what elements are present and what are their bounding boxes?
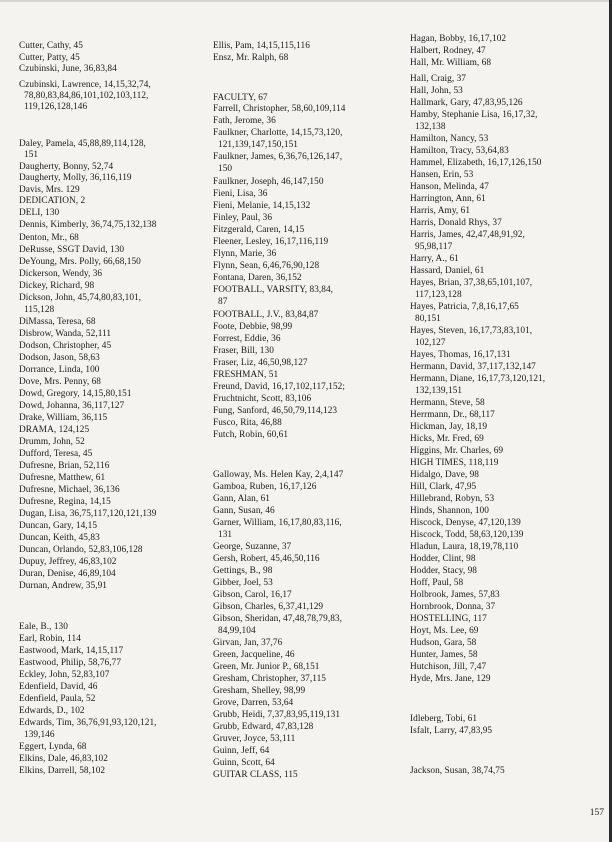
index-entry: Duncan, Keith, 45,83 [19, 533, 100, 543]
index-entry: Hamilton, Nancy, 53 [410, 134, 489, 144]
index-entry: Finley, Paul, 36 [213, 213, 273, 223]
index-entry: Hamby, Stephanie Lisa, 16,17,32, [410, 110, 538, 120]
index-entry: Eggert, Lynda, 68 [19, 742, 87, 752]
index-entry: Dufresne, Michael, 36,136 [19, 485, 120, 495]
index-entry-continuation: 119,126,128,146 [24, 102, 88, 112]
index-entry: Hermann, Steve, 58 [410, 398, 485, 408]
index-entry: Hayes, Patricia, 7,8,16,17,65 [410, 302, 519, 312]
index-entry: Fraser, Liz, 46,50,98,127 [213, 358, 308, 368]
index-entry: Hall, Craig, 37 [410, 74, 467, 84]
index-entry: Grove, Darren, 53,64 [213, 698, 294, 708]
index-entry-continuation: 95,98,117 [415, 242, 453, 252]
index-entry: Girvan, Jan, 37,76 [213, 638, 283, 648]
index-entry: Eastwood, Philip, 58,76,77 [19, 658, 122, 668]
page-number: 157 [589, 808, 604, 818]
index-entry-continuation: 151 [24, 150, 39, 160]
index-entry: Idleberg, Tobi, 61 [410, 714, 478, 724]
index-entry: Guinn, Jeff, 64 [213, 746, 270, 756]
index-entry: Dodson, Christopher, 45 [19, 341, 112, 351]
index-entry: Galloway, Ms. Helen Kay, 2,4,147 [213, 470, 344, 480]
index-entry: Green, Jacqueline, 46 [213, 650, 295, 660]
index-entry: DeYoung, Mrs. Polly, 66,68,150 [19, 257, 141, 267]
index-entry: DeRusse, SSGT David, 130 [19, 245, 125, 255]
index-entry: Hudson, Gara, 58 [410, 638, 477, 648]
index-entry: Duncan, Orlando, 52,83,106,128 [19, 545, 143, 555]
index-entry: Fath, Jerome, 36 [213, 116, 276, 126]
index-entry: Grubb, Heidi, 7,37,83,95,119,131 [213, 710, 341, 720]
index-entry: Dickson, John, 45,74,80,83,101, [19, 293, 142, 303]
index-entry: Dove, Mrs. Penny, 68 [19, 377, 101, 387]
index-entry: Fruchtnicht, Scott, 83,106 [213, 394, 312, 404]
index-entry: Duran, Denise, 46,89,104 [19, 569, 116, 579]
index-entry: Gersh, Robert, 45,46,50,116 [213, 554, 320, 564]
index-entry-continuation: 80,151 [415, 314, 441, 324]
index-entry: Hicks, Mr. Fred, 69 [410, 434, 484, 444]
index-entry: Hammel, Elizabeth, 16,17,126,150 [410, 158, 542, 168]
index-entry: Guinn, Scott, 64 [213, 758, 275, 768]
index-entry: Edwards, D., 102 [19, 706, 85, 716]
index-entry: Green, Mr. Junior P., 68,151 [213, 662, 320, 672]
index-entry: Hyde, Mrs. Jane, 129 [410, 674, 491, 684]
index-entry: Dufresne, Regina, 14,15 [19, 497, 111, 507]
index-entry: Fraser, Bill, 130 [213, 346, 274, 356]
index-entry: Edwards, Tim, 36,76,91,93,120,121, [19, 718, 157, 728]
index-entry: Eale, B., 130 [19, 622, 68, 632]
index-entry: Gibson, Charles, 6,37,41,129 [213, 602, 324, 612]
index-entry: Hornbrook, Donna, 37 [410, 602, 496, 612]
index-entry: George, Suzanne, 37 [213, 542, 292, 552]
index-entry: Farrell, Christopher, 58,60,109,114 [213, 104, 346, 114]
index-entry: Higgins, Mr. Charles, 69 [410, 446, 504, 456]
index-entry: Faulkner, Joseph, 46,147,150 [213, 177, 324, 187]
index-entry: Fontana, Daren, 36,152 [213, 273, 302, 283]
index-entry: Futch, Robin, 60,61 [213, 430, 289, 440]
index-entry: Jackson, Susan, 38,74,75 [410, 766, 505, 776]
index-entry-continuation: 121,139,147,150,151 [218, 140, 298, 150]
index-entry: Forrest, Eddie, 36 [213, 334, 281, 344]
index-entry: Hayes, Steven, 16,17,73,83,101, [410, 326, 533, 336]
index-entry-continuation: 87 [218, 297, 228, 307]
index-entry: Gresham, Shelley, 98,99 [213, 686, 306, 696]
index-entry: Garner, William, 16,17,80,83,116, [213, 518, 342, 528]
index-entry: Drake, William, 36,115 [19, 413, 108, 423]
index-entry: Denton, Mr., 68 [19, 233, 79, 243]
index-entry: Gibber, Joel, 53 [213, 578, 273, 588]
index-entry: Gibson, Sheridan, 47,48,78,79,83, [213, 614, 342, 624]
scan-top-edge [0, 0, 612, 2]
index-entry: Fieni, Lisa, 36 [213, 189, 268, 199]
index-entry: Hermann, David, 37,117,132,147 [410, 362, 536, 372]
index-entry: Cutter, Cathy, 45 [19, 41, 83, 51]
index-entry: DELI, 130 [19, 208, 60, 218]
index-entry: Dugan, Lisa, 36,75,117,120,121,139 [19, 509, 157, 519]
index-entry: Fung, Sanford, 46,50,79,114,123 [213, 406, 338, 416]
index-entry-continuation: 132,138 [415, 122, 446, 132]
index-entry: Hunter, James, 58 [410, 650, 478, 660]
index-entry: Dickerson, Wendy, 36 [19, 269, 103, 279]
index-entry-continuation: 132,139,151 [415, 386, 463, 396]
index-entry: FRESHMAN, 51 [213, 370, 279, 380]
index-entry: Daley, Pamela, 45,88,89,114,128, [19, 139, 146, 149]
index-entry: HIGH TIMES, 118,119 [410, 458, 499, 468]
index-entry-continuation: 78,80,83,84,86,101,102,103,112, [24, 91, 149, 101]
index-entry: Dufresne, Matthew, 61 [19, 473, 106, 483]
index-entry: Duncan, Gary, 14,15 [19, 521, 98, 531]
index-entry: Harry, A., 61 [410, 254, 459, 264]
index-entry: Halbert, Rodney, 47 [410, 46, 486, 56]
index-entry: Herrmann, Dr., 68,117 [410, 410, 495, 420]
index-entry: Edenfield, David, 46 [19, 682, 98, 692]
index-entry: Fieni, Melanie, 14,15,132 [213, 201, 311, 211]
index-entry: Hillebrand, Robyn, 53 [410, 494, 495, 504]
index-entry: Flynn, Marie, 36 [213, 249, 277, 259]
index-entry: Faulkner, James, 6,36,76,126,147, [213, 152, 343, 162]
index-entry: Disbrow, Wanda, 52,111 [19, 329, 112, 339]
index-entry: Harrington, Ann, 61 [410, 194, 486, 204]
index-entry: Hagan, Bobby, 16,17,102 [410, 34, 507, 44]
index-entry: Dorrance, Linda, 100 [19, 365, 100, 375]
index-entry: Dennis, Kimberly, 36,74,75,132,138 [19, 220, 157, 230]
index-entry: Hallmark, Gary, 47,83,95,126 [410, 98, 523, 108]
index-entry: Gamboa, Ruben, 16,17,126 [213, 482, 317, 492]
index-entry: Hodder, Stacy, 98 [410, 566, 478, 576]
index-entry: Isfalt, Larry, 47,83,95 [410, 726, 493, 736]
index-entry: Hall, Mr. William, 68 [410, 58, 492, 68]
index-entry: Harris, Donald Rhys, 37 [410, 218, 502, 228]
index-entry: Foote, Debbie, 98,99 [213, 322, 293, 332]
index-entry: Earl, Robin, 114 [19, 634, 81, 644]
index-entry: Cutter, Patty, 45 [19, 53, 80, 63]
index-entry: Hoyt, Ms. Lee, 69 [410, 626, 479, 636]
index-entry: Dufford, Teresa, 45 [19, 449, 93, 459]
index-entry: Hansen, Erin, 53 [410, 170, 474, 180]
index-entry: Fitzgerald, Caren, 14,15 [213, 225, 305, 235]
index-entry: Hermann, Diane, 16,17,73,120,121, [410, 374, 546, 384]
index-entry: Gibson, Carol, 16,17 [213, 590, 292, 600]
index-entry: Eastwood, Mark, 14,15,117 [19, 646, 124, 656]
index-entry: Edenfield, Paula, 52 [19, 694, 96, 704]
index-entry: GUITAR CLASS, 115 [213, 770, 298, 780]
index-entry: Hladun, Laura, 18,19,78,110 [410, 542, 519, 552]
index-entry: Gann, Susan, 46 [213, 506, 275, 516]
index-entry: DRAMA, 124,125 [19, 425, 90, 435]
index-entry-continuation: 115,128 [24, 305, 55, 315]
index-entry: Davis, Mrs. 129 [19, 185, 80, 195]
index-entry: Hall, John, 53 [410, 86, 463, 96]
index-entry: Hanson, Melinda, 47 [410, 182, 489, 192]
index-entry: Hidalgo, Dave, 98 [410, 470, 480, 480]
index-entry: Fusco, Rita, 46,88 [213, 418, 282, 428]
index-entry: Dowd, Gregory, 14,15,80,151 [19, 389, 132, 399]
index-entry: Grubb, Edward, 47,83,128 [213, 722, 314, 732]
index-entry: Dowd, Johanna, 36,117,127 [19, 401, 125, 411]
index-entry: FOOTBALL, VARSITY, 83,84, [213, 285, 334, 295]
index-entry: Ensz, Mr. Ralph, 68 [213, 53, 289, 63]
index-entry: Freund, David, 16,17,102,117,152; [213, 382, 345, 392]
index-entry: Hoff, Paul, 58 [410, 578, 464, 588]
index-entry: Czubinski, Lawrence, 14,15,32,74, [19, 80, 151, 90]
index-entry: HOSTELLING, 117 [410, 614, 487, 624]
index-entry: Fleener, Lesley, 16,17,116,119 [213, 237, 329, 247]
index-entry: Daugherty, Molly, 36,116,119 [19, 173, 132, 183]
index-entry: Hamilton, Tracy, 53,64,83 [410, 146, 509, 156]
index-entry: Daugherty, Bonny, 52,74 [19, 162, 114, 172]
index-entry: Hodder, Clint, 98 [410, 554, 476, 564]
index-entry-continuation: 102,127 [415, 338, 446, 348]
index-entry-continuation: 131 [218, 530, 233, 540]
index-entry: Elkins, Darrell, 58,102 [19, 766, 106, 776]
index-entry: DiMassa, Teresa, 68 [19, 317, 96, 327]
index-entry: Elkins, Dale, 46,83,102 [19, 754, 108, 764]
index-entry: Holbrook, James, 57,83 [410, 590, 500, 600]
index-entry: Ellis, Pam, 14,15,115,116 [213, 41, 310, 51]
index-entry: FACULTY, 67 [213, 93, 268, 103]
index-entry-continuation: 117,123,128 [415, 290, 462, 300]
index-entry: Faulkner, Charlotte, 14,15,73,120, [213, 128, 343, 138]
index-entry-continuation: 150 [218, 164, 233, 174]
index-entry: Gruver, Joyce, 53,111 [213, 734, 296, 744]
index-entry: Drumm, John, 52 [19, 437, 85, 447]
index-entry-continuation: 84,99,104 [218, 626, 256, 636]
index-entry: Dufresne, Brian, 52,116 [19, 461, 110, 471]
index-entry: Hayes, Brian, 37,38,65,101,107, [410, 278, 533, 288]
index-entry-continuation: 139,146 [24, 730, 55, 740]
index-entry: Durnan, Andrew, 35,91 [19, 581, 107, 591]
index-entry: Hutchison, Jill, 7,47 [410, 662, 487, 672]
index-entry: Dupuy, Jeffrey, 46,83,102 [19, 557, 117, 567]
index-entry: Gann, Alan, 61 [213, 494, 270, 504]
index-entry: Hill, Clark, 47,95 [410, 482, 477, 492]
index-entry: Flynn, Sean, 6,46,76,90,128 [213, 261, 320, 271]
index-entry: Hinds, Shannon, 100 [410, 506, 489, 516]
index-entry: Eckley, John, 52,83,107 [19, 670, 110, 680]
index-entry: FOOTBALL, J.V., 83,84,87 [213, 310, 319, 320]
index-entry: DEDICATION, 2 [19, 196, 86, 206]
index-entry: Dickey, Richard, 98 [19, 281, 95, 291]
index-entry: Hayes, Thomas, 16,17,131 [410, 350, 511, 360]
index-entry: Harris, Amy, 61 [410, 206, 471, 216]
index-entry: Hickman, Jay, 18,19 [410, 422, 488, 432]
index-entry: Czubinski, June, 36,83,84 [19, 64, 117, 74]
index-entry: Harris, James, 42,47,48,91,92, [410, 230, 525, 240]
index-entry: Dodson, Jason, 58,63 [19, 353, 100, 363]
index-entry: Hiscock, Denyse, 47,120,139 [410, 518, 521, 528]
index-entry: Hassard, Daniel, 61 [410, 266, 485, 276]
index-entry: Gresham, Christopher, 37,115 [213, 674, 327, 684]
index-entry: Hiscock, Todd, 58,63,120,139 [410, 530, 524, 540]
index-entry: Gettings, B., 98 [213, 566, 273, 576]
